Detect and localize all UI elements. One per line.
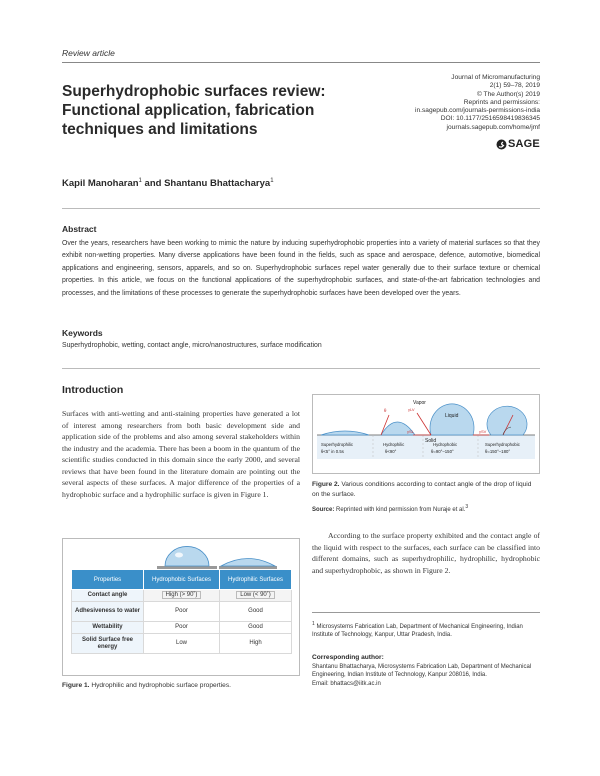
table-cell-value: Low (< 90˚) <box>236 591 275 599</box>
top-divider <box>62 62 540 63</box>
label-superhydrophobic-range: θ=150°–180° <box>485 449 511 454</box>
source-ref-sup: 3 <box>465 504 469 510</box>
droplet-illustration-icon <box>157 545 277 571</box>
table-cell: Wettability <box>72 622 144 634</box>
table-cell-value: High (> 90˚) <box>162 591 202 599</box>
table-cell <box>220 590 292 602</box>
article-title: Superhydrophobic surfaces review: Functional application, fabrication techniques and limitations <box>62 83 326 138</box>
sage-logo-mark-icon <box>496 139 507 150</box>
table-header-row <box>72 570 292 590</box>
table-cell: Good <box>220 602 292 622</box>
label-hydrophobic: Hydrophobic <box>433 442 458 447</box>
label-liquid: Liquid <box>445 413 459 419</box>
corresponding-author-text: Shantanu Bhattacharya, Microsystems Fabrication Lab, Department of Mechanical Engineering, Indian Institute of Technology, Kanpur 208016, India. <box>312 664 532 679</box>
abstract-text: Over the years, researchers have been working to mimic the nature by inducing superhydrophobic properties into a variety of material surfaces so that they exhibit non-wetting properties. Many diverse applications have been found in the fields, such as space and aerospace, defence, automotive, biomedical applications and engineering, sensors, apparels, and so on. Superhydrophobic surfaces repel water generally due to their surface texture or chemical properties. In this article, we focus on the functional applications of the superhydrophobic surfaces, and state-of-the-art fabrication technologies and processes, and the limitations of these processes to generate the superhydrophobic surfaces have been developed over the years. <box>62 240 540 297</box>
table-header: Hydrophobic Surfaces <box>144 570 220 590</box>
properties-table <box>71 569 292 654</box>
table-header: Properties <box>72 570 144 590</box>
source-text: Reprinted with kind permission from Nuraje et al. <box>334 507 466 513</box>
label-gamma-sl: γSL <box>407 429 414 434</box>
label-superhydrophilic: Superhydrophilic <box>321 442 354 447</box>
publisher-logo <box>496 138 540 150</box>
label-hydrophilic-range: θ<90° <box>385 449 397 454</box>
table-row <box>72 622 292 634</box>
table-cell: Low <box>144 634 220 654</box>
label-vapor: Vapor <box>413 400 426 406</box>
caption-label: Figure 1. <box>62 682 90 689</box>
author-affil-sup: 1 <box>138 178 142 184</box>
affiliation-footnote <box>312 620 540 640</box>
source-label: Source: <box>312 507 335 513</box>
author-affil-sup: 1 <box>270 178 274 184</box>
figure-1-caption <box>62 682 300 689</box>
corresponding-author-block <box>312 663 540 688</box>
superhydrophobic-drop <box>487 406 527 435</box>
reprints-label: Reprints and permissions: <box>463 98 540 106</box>
corresponding-email-link[interactable]: Email: bhattacs@iitk.ac.in <box>312 680 381 687</box>
body-paragraph: According to the surface property exhibited and the contact angle of the liquid with respect to the surfaces, each surface can be classified into different domains, such as superhydrophilic, hydrophilic, hydrophobic and superhydrophobic, as shown in Figure 2. <box>312 531 540 575</box>
figure-2-caption <box>312 480 540 499</box>
label-superhydrophobic: Superhydrophobic <box>485 442 520 447</box>
table-cell: Good <box>220 622 292 634</box>
journal-name: Journal of Micromanufacturing <box>451 74 540 81</box>
table-cell: Poor <box>144 602 220 622</box>
article-type-label: Review article <box>62 48 115 58</box>
superhydrophilic-drop <box>321 431 369 435</box>
author-list <box>62 178 274 189</box>
divider <box>62 208 540 209</box>
footnote-divider <box>312 612 540 613</box>
introduction-heading: Introduction <box>62 384 124 396</box>
label-solid: Solid <box>425 438 437 444</box>
divider <box>62 368 540 369</box>
figure-2-source <box>312 504 540 513</box>
affil-sup: 1 <box>312 621 315 627</box>
table-cell <box>144 590 220 602</box>
corresponding-author-heading: Corresponding author: <box>312 654 384 661</box>
table-row <box>72 634 292 654</box>
journal-issue: 2(1) 59–78, 2019 <box>489 82 540 90</box>
label-hydrophobic-range: θ=90°–150° <box>431 449 454 454</box>
figure-2 <box>312 394 540 474</box>
reprints-link[interactable]: in.sagepub.com/journals-permissions-india <box>415 107 540 115</box>
table-row <box>72 602 292 622</box>
table-row <box>72 590 292 602</box>
label-gamma-sv: γSV <box>479 429 487 434</box>
label-hydrophilic: Hydrophilic <box>383 442 405 447</box>
table-cell: Contact angle <box>72 590 144 602</box>
table-cell: Poor <box>144 622 220 634</box>
label-theta: θ <box>384 409 387 414</box>
table-cell: High <box>220 634 292 654</box>
keywords-heading: Keywords <box>62 328 103 338</box>
table-cell: Adhesiveness to water <box>72 602 144 622</box>
table-header: Hydrophilic Surfaces <box>220 570 292 590</box>
keywords-text: Superhydrophobic, wetting, contact angle, micro/nanostructures, surface modification <box>62 342 322 349</box>
caption-text: Various conditions according to contact angle of the drop of liquid on the surface. <box>312 481 532 498</box>
journal-home-link[interactable]: journals.sagepub.com/home/jmf <box>446 123 540 131</box>
author-name: Kapil Manoharan <box>62 178 139 190</box>
journal-copyright: © The Author(s) 2019 <box>476 90 540 98</box>
sage-logo-text: SAGE <box>508 138 540 150</box>
label-superhydrophilic-range: θ<5° in 0.5s <box>321 449 344 454</box>
contact-angle-diagram <box>313 395 539 473</box>
caption-label: Figure 2. <box>312 481 340 488</box>
figure-1 <box>62 538 300 676</box>
abstract-heading: Abstract <box>62 224 97 234</box>
introduction-text: Surfaces with anti-wetting and anti-staining properties have generated a lot of interest among researchers from both basic development side and application side of the problems and also among several stakeholders within the industry and the academia. There has been a boom in the quantum of the scientific studies conducted in this domain since the early 2000, and several reviews that have been found in the literature domain are pointing out the several aspects of these surfaces. A major difference of the properties of a hydrophobic surface and a hydrophilic surface is given in Figure 1. <box>62 409 300 499</box>
author-joiner: and <box>141 178 165 190</box>
label-gamma-lv: γLV <box>408 407 415 412</box>
table-cell: Solid Surface free energy <box>72 634 144 654</box>
author-name: Shantanu Bhattacharya <box>164 178 271 190</box>
doi-link[interactable]: DOI: 10.1177/2516598419836345 <box>440 115 540 123</box>
hydrophobic-drop <box>430 404 474 435</box>
caption-text: Hydrophilic and hydrophobic surface properties. <box>89 682 231 689</box>
journal-meta <box>360 74 540 132</box>
affiliation-text: Microsystems Fabrication Lab, Department of Mechanical Engineering, Indian Institute of Technology, Kanpur, Uttar Pradesh, India. <box>312 624 523 639</box>
